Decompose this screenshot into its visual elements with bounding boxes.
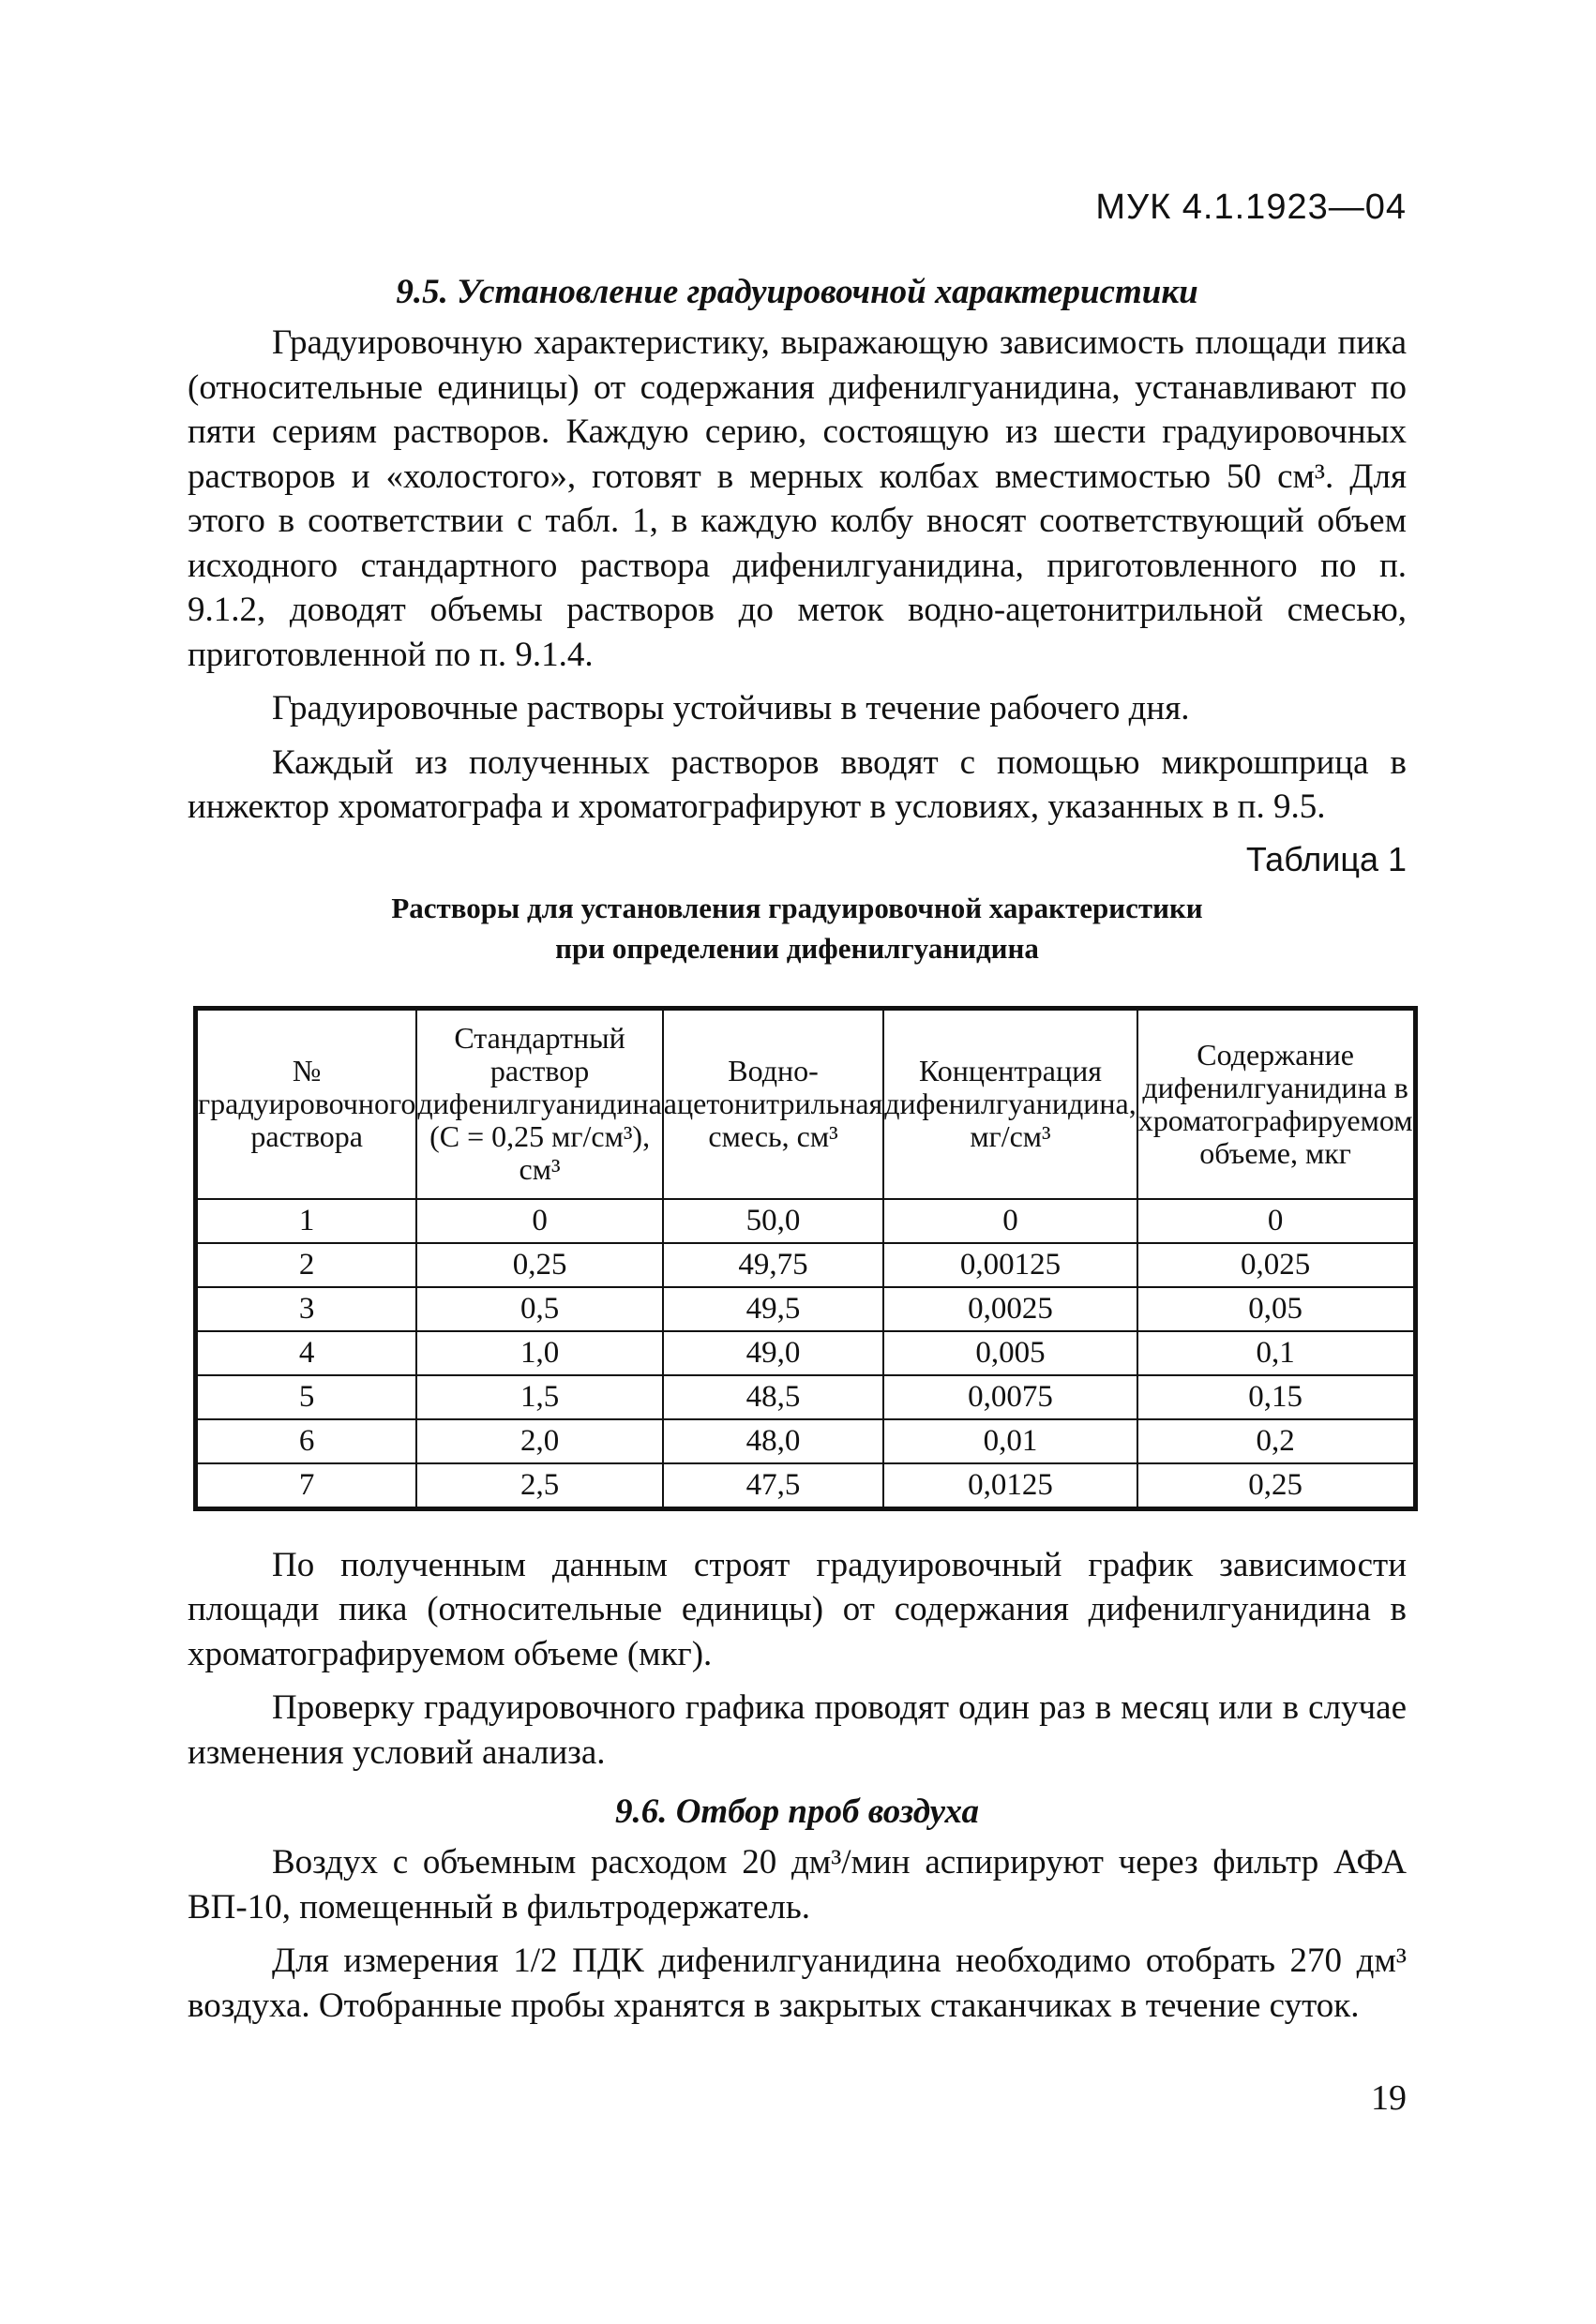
table-cell: 7 [196, 1463, 417, 1509]
paragraph: Для измерения 1/2 ПДК дифенилгуанидина необходимо отобрать 270 дм³ воздуха. Отобранные пробы хранятся в закрытых стаканчиках в течение суток. [188, 1942, 1407, 2025]
paragraph: Градуировочные растворы устойчивы в течение рабочего дня. [272, 689, 1190, 727]
paragraph: Каждый из полученных растворов вводят с помощью микрошприца в инжектор хроматографа и хроматографируют в условиях, указанных в п. 9.5. [188, 742, 1407, 826]
table-cell: 0,25 [1137, 1463, 1415, 1509]
table-cell: 0,5 [416, 1287, 662, 1331]
table-cell: 0,05 [1137, 1287, 1415, 1331]
table-cell: 0,25 [416, 1243, 662, 1287]
table-cell: 6 [196, 1419, 417, 1463]
table-cell: 49,75 [663, 1243, 883, 1287]
header-cell-content: Содержание дифенилгуанидина в хроматографируемом объеме, мкг [1137, 1008, 1415, 1199]
table-cell: 0,0075 [883, 1375, 1137, 1419]
table-cell: 0,00125 [883, 1243, 1137, 1287]
header-cell-solution-number: № градуировочного раствора [196, 1008, 417, 1199]
table-title-line: при определении дифенилгуанидина [555, 931, 1039, 965]
section-title-9-5: 9.5. Установление градуировочной характеристики [396, 273, 1198, 311]
table-header-row [196, 1008, 1416, 1199]
table-title-line: Растворы для установления градуировочной характеристики [391, 891, 1203, 924]
paragraph: Градуировочную характеристику, выражающую зависимость площади пика (относительные единицы) от содержания дифенилгуанидина, устанавливают по пяти сериям растворов. Каждую серию, состоящую из шести градуировочных растворов и «холостого», готовят в мерных колбах вместимостью 50 см³. Для этого в соответствии с табл. 1, в каждую колбу вносят соответствующий объем исходного стандартного раствора дифенилгуанидина, приготовленного по п. 9.1.2, доводят объемы растворов до меток водно-ацетонитрильной смесью, приготовленной по п. 9.1.4. [188, 323, 1407, 674]
table-cell: 0,005 [883, 1331, 1137, 1375]
table-cell: 0,0025 [883, 1287, 1137, 1331]
table-cell: 48,5 [663, 1375, 883, 1419]
table-caption: Таблица 1 [1245, 839, 1407, 878]
page-number: 19 [1371, 2078, 1407, 2118]
table-cell: 1,5 [416, 1375, 662, 1419]
paragraph: По полученным данным строят градуировочный график зависимости площади пика (относительные единицы) от содержания дифенилгуанидина в хроматографируемом объеме (мкг). [188, 1545, 1407, 1673]
document-code: МУК 4.1.1923—04 [1095, 187, 1407, 227]
table-row [196, 1331, 1416, 1375]
section-title-9-6: 9.6. Отбор проб воздуха [614, 1792, 980, 1831]
table-row [196, 1243, 1416, 1287]
table-row [196, 1375, 1416, 1419]
page-content [188, 264, 1413, 2028]
table-title [188, 888, 1407, 968]
header-cell-standard-solution: Стандартный раствор дифенилгуанидина (С = 0,25 мг/см³), см³ [416, 1008, 662, 1199]
table-cell: 0 [416, 1199, 662, 1243]
table-cell: 2,0 [416, 1419, 662, 1463]
table-cell: 0 [883, 1199, 1137, 1243]
table-row [196, 1463, 1416, 1509]
paragraph: Проверку градуировочного графика проводят один раз в месяц или в случае изменения условий анализа. [188, 1688, 1407, 1772]
table-cell: 2,5 [416, 1463, 662, 1509]
table-cell: 49,5 [663, 1287, 883, 1331]
header-cell-water-acetonitrile: Водно-ацетонитрильная смесь, см³ [663, 1008, 883, 1199]
table-cell: 4 [196, 1331, 417, 1375]
table-cell: 0,15 [1137, 1375, 1415, 1419]
table-cell: 5 [196, 1375, 417, 1419]
table-cell: 0,0125 [883, 1463, 1137, 1509]
table-cell: 1,0 [416, 1331, 662, 1375]
table-cell: 2 [196, 1243, 417, 1287]
table-cell: 47,5 [663, 1463, 883, 1509]
table-cell: 49,0 [663, 1331, 883, 1375]
table-cell: 0 [1137, 1199, 1415, 1243]
table-cell: 0,1 [1137, 1331, 1415, 1375]
table-cell: 3 [196, 1287, 417, 1331]
table-cell: 0,2 [1137, 1419, 1415, 1463]
table-cell: 0,025 [1137, 1243, 1415, 1287]
table-row [196, 1419, 1416, 1463]
table-cell: 48,0 [663, 1419, 883, 1463]
table-row [196, 1287, 1416, 1331]
calibration-table [193, 1006, 1418, 1511]
table-cell: 50,0 [663, 1199, 883, 1243]
table-cell: 1 [196, 1199, 417, 1243]
table-cell: 0,01 [883, 1419, 1137, 1463]
header-cell-concentration: Концентрация дифенилгуанидина, мг/см³ [883, 1008, 1137, 1199]
paragraph: Воздух с объемным расходом 20 дм³/мин аспирируют через фильтр АФА ВП-10, помещенный в фильтродержатель. [188, 1843, 1407, 1927]
table-row [196, 1199, 1416, 1243]
